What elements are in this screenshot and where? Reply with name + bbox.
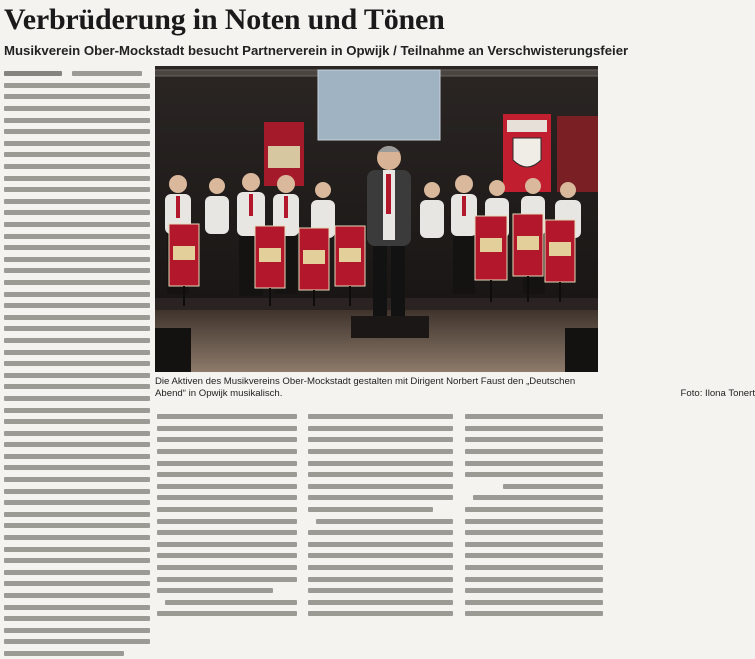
column-1-top [4, 68, 150, 659]
photo-caption: Die Aktiven des Musikvereins Ober-Mockstadt gestalten mit Dirigent Norbert Faust den „Deutschen Abend“ in Opwijk musikalisch. [155, 376, 576, 399]
column-4 [465, 411, 603, 620]
band-on-stage-image [155, 66, 598, 372]
column-3 [308, 411, 453, 620]
photo-caption-block [155, 376, 755, 400]
headline: Verbrüderung in Noten und Tönen [4, 3, 445, 36]
photo-credit: Foto: Ilona Tonert [680, 388, 755, 399]
concert-photo [155, 66, 598, 372]
subheadline: Musikverein Ober-Mockstadt besucht Partnerverein in Opwijk / Teilnahme an Verschwisterungsfeier [4, 43, 629, 58]
column-2 [157, 411, 297, 620]
